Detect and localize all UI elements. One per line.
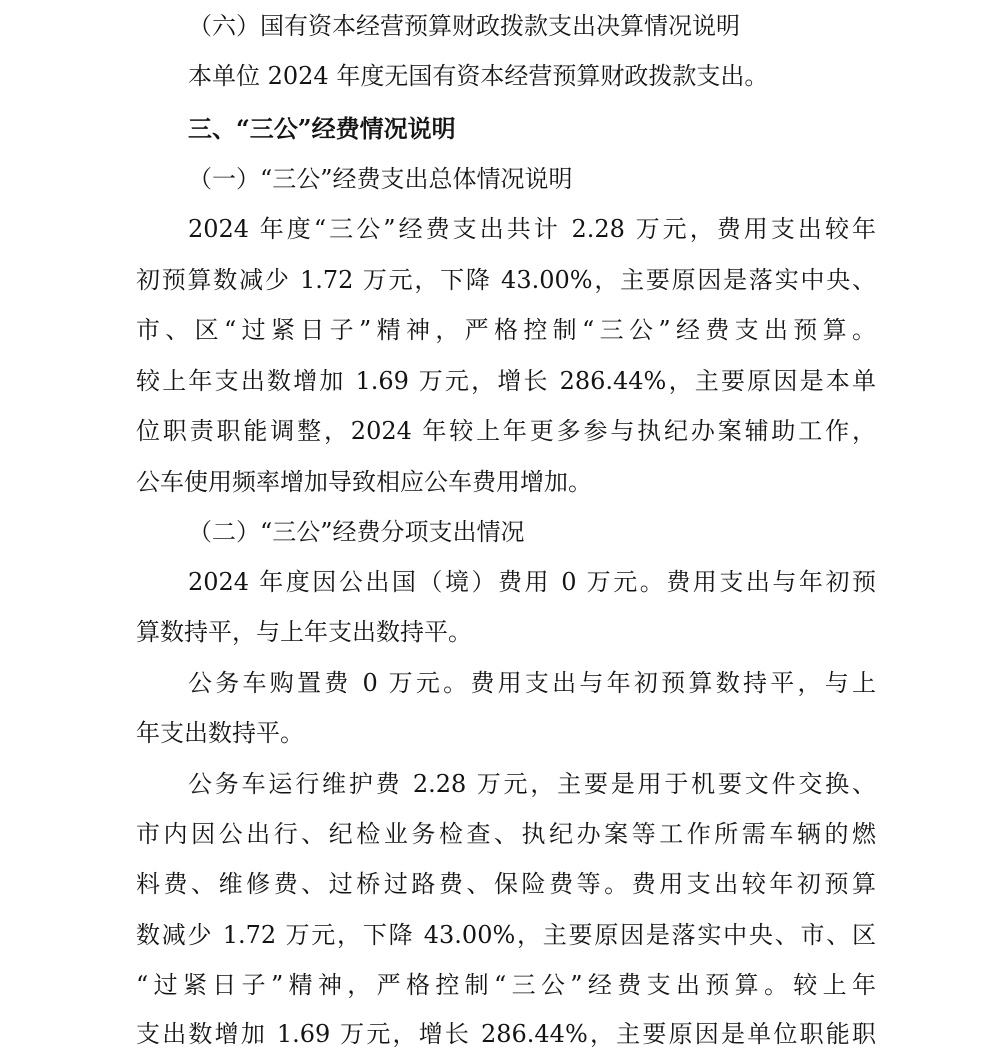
paragraph-line: 算数持平，与上年支出数持平。 — [136, 618, 472, 646]
paragraph-line: 料费、维修费、过桥过路费、保险费等。费用支出较年初预算 — [136, 870, 876, 898]
paragraph-line: 初预算数减少 1.72 万元，下降 43.00%，主要原因是落实中央、 — [136, 266, 876, 294]
subsection-heading-2: （二）“三公”经费分项支出情况 — [188, 518, 525, 546]
section-heading-3: 三、“三公”经费情况说明 — [188, 114, 456, 143]
paragraph-line: 公务车购置费 0 万元。费用支出与年初预算数持平，与上 — [188, 669, 876, 697]
subsection-heading-1: （一）“三公”经费支出总体情况说明 — [188, 165, 573, 193]
paragraph-line: 较上年支出数增加 1.69 万元，增长 286.44%，主要原因是本单 — [136, 367, 876, 395]
section-heading-6: （六）国有资本经营预算财政拨款支出决算情况说明 — [188, 12, 740, 40]
paragraph-line: 市内因公出行、纪检业务检查、执纪办案等工作所需车辆的燃 — [136, 820, 876, 848]
paragraph-line: 位职责职能调整，2024 年较上年更多参与执纪办案辅助工作， — [136, 417, 876, 445]
paragraph-line: 公务车运行维护费 2.28 万元，主要是用于机要文件交换、 — [188, 770, 876, 798]
paragraph-line: 年支出数持平。 — [136, 719, 304, 747]
paragraph-line: 2024 年度因公出国（境）费用 0 万元。费用支出与年初预 — [188, 568, 876, 596]
paragraph-line: 数减少 1.72 万元，下降 43.00%，主要原因是落实中央、市、区 — [136, 921, 876, 949]
paragraph-line: 支出数增加 1.69 万元，增长 286.44%，主要原因是单位职能职 — [136, 1020, 876, 1048]
paragraph-line: 本单位 2024 年度无国有资本经营预算财政拨款支出。 — [188, 62, 769, 90]
paragraph-line: 2024 年度“三公”经费支出共计 2.28 万元，费用支出较年 — [188, 215, 876, 243]
paragraph-line: 公车使用频率增加导致相应公车费用增加。 — [136, 468, 592, 496]
paragraph-line: 市、区“过紧日子”精神，严格控制“三公”经费支出预算。 — [136, 316, 876, 344]
paragraph-line: “过紧日子”精神，严格控制“三公”经费支出预算。较上年 — [136, 971, 876, 999]
